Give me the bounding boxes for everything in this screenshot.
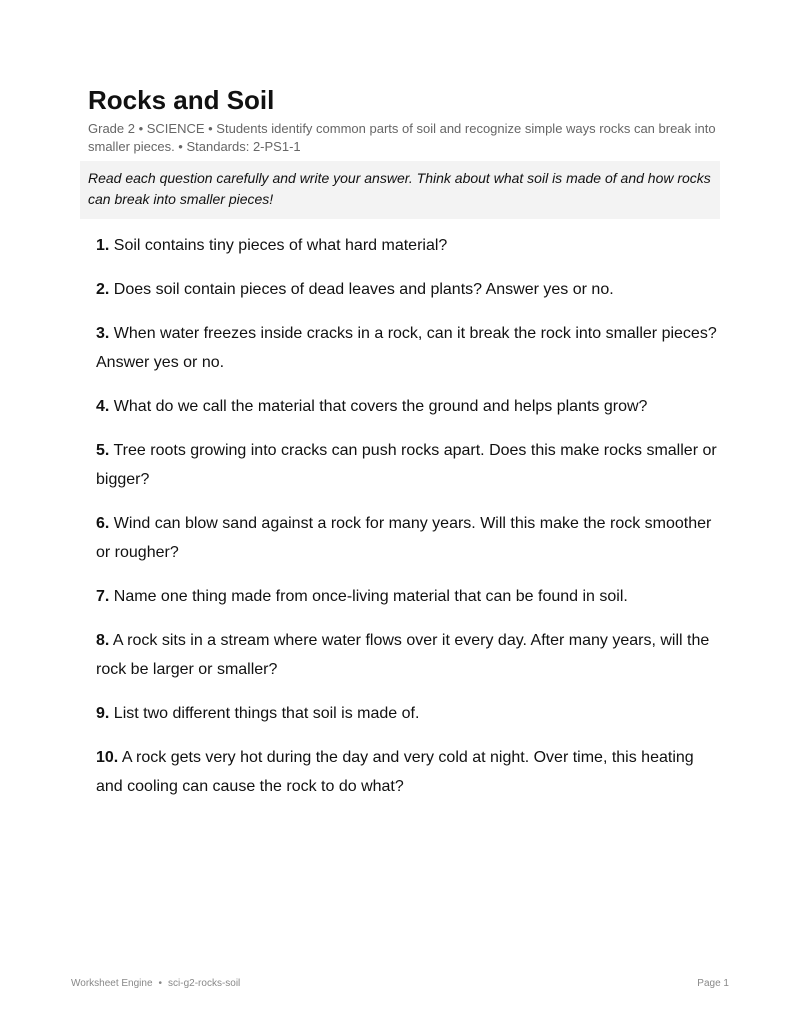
question-text: Name one thing made from once-living material that can be found in soil.: [113, 588, 628, 605]
page-footer: [71, 978, 729, 989]
footer-left: [71, 978, 240, 989]
question-item: [96, 275, 720, 304]
question-number: 8.: [96, 632, 110, 649]
question-text: A rock sits in a stream where water flows over it every day. After many years, will the rock be larger or smaller?: [96, 632, 710, 678]
question-item: [96, 231, 720, 260]
question-item: [96, 319, 720, 377]
question-number: 5.: [96, 442, 110, 459]
question-item: [96, 509, 720, 567]
footer-page-number: Page 1: [697, 978, 729, 989]
question-number: 6.: [96, 515, 110, 532]
worksheet-meta: Grade 2 • SCIENCE • Students identify common parts of soil and recognize simple ways rocks can break into smaller pieces. • Standards: 2-PS1-1: [88, 121, 716, 154]
question-text: Tree roots growing into cracks can push rocks apart. Does this make rocks smaller or bigger?: [96, 442, 717, 488]
question-text: Does soil contain pieces of dead leaves and plants? Answer yes or no.: [113, 281, 614, 298]
question-number: 9.: [96, 705, 110, 722]
question-text: A rock gets very hot during the day and very cold at night. Over time, this heating and cooling can cause the rock to do what?: [96, 749, 694, 795]
footer-engine: Worksheet Engine: [71, 978, 153, 989]
question-item: [96, 743, 720, 801]
instructions-box: Read each question carefully and write your answer. Think about what soil is made of and how rocks can break into smaller pieces!: [80, 161, 720, 219]
question-item: [96, 392, 720, 421]
question-number: 1.: [96, 237, 110, 254]
question-number: 10.: [96, 749, 119, 766]
footer-doc-id: sci-g2-rocks-soil: [168, 978, 241, 989]
question-text: When water freezes inside cracks in a rock, can it break the rock into smaller pieces? Answer yes or no.: [96, 325, 717, 371]
footer-separator: •: [158, 978, 163, 989]
question-text: Soil contains tiny pieces of what hard material?: [113, 237, 448, 254]
question-item: [96, 699, 720, 728]
worksheet-page: [88, 84, 720, 816]
question-number: 4.: [96, 398, 110, 415]
question-text: Wind can blow sand against a rock for many years. Will this make the rock smoother or rougher?: [96, 515, 712, 561]
question-number: 7.: [96, 588, 110, 605]
question-item: [96, 436, 720, 494]
question-text: What do we call the material that covers the ground and helps plants grow?: [113, 398, 648, 415]
question-list: [88, 231, 720, 801]
question-number: 3.: [96, 325, 110, 342]
question-text: List two different things that soil is made of.: [113, 705, 420, 722]
question-number: 2.: [96, 281, 110, 298]
question-item: [96, 626, 720, 684]
question-item: [96, 582, 720, 611]
page-title: Rocks and Soil: [88, 85, 275, 115]
